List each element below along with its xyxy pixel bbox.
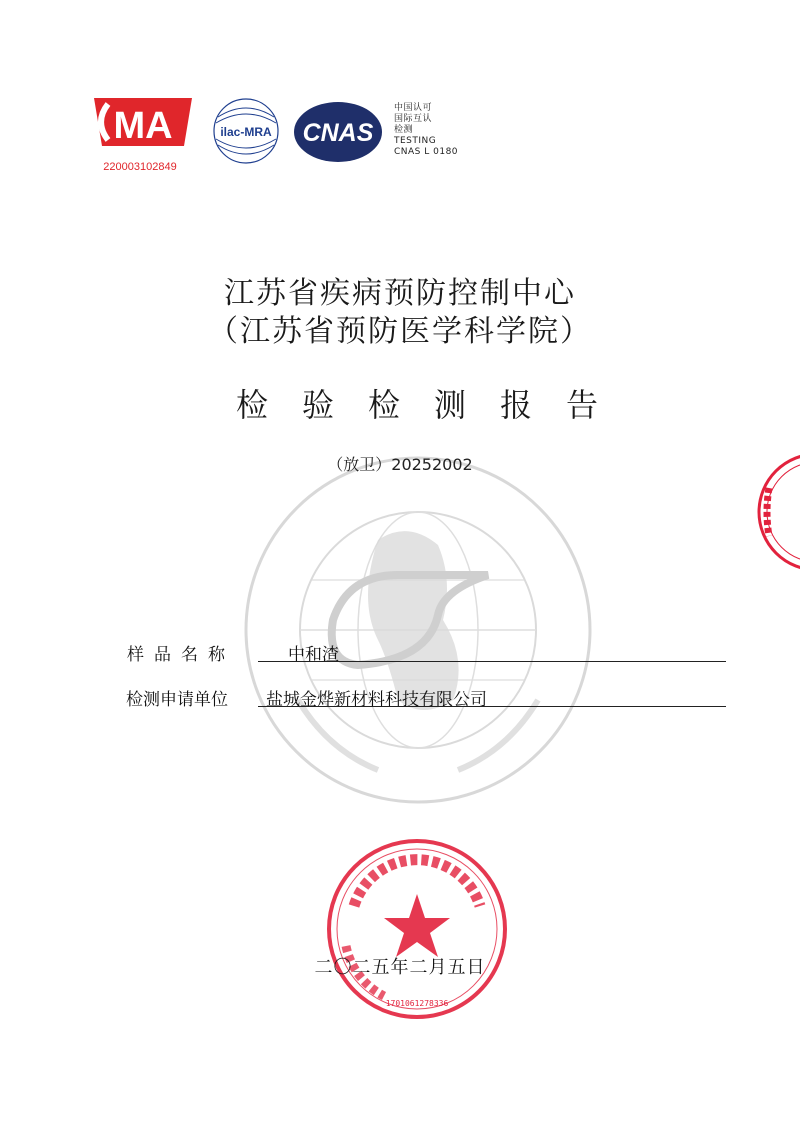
seal-serial: 1701061278336 bbox=[385, 999, 449, 1008]
cert-line-5: CNAS L 0180 bbox=[394, 147, 459, 157]
organization-name: 江苏省疾病预防控制中心 bbox=[224, 276, 576, 311]
applicant-label: 检测申请单位 bbox=[126, 690, 228, 710]
cnas-logo bbox=[292, 100, 384, 164]
cma-number: 220003102849 bbox=[103, 161, 177, 173]
ilac-mark: ilac-MRA bbox=[220, 125, 272, 139]
side-seal bbox=[755, 448, 800, 578]
cert-line-1: 中国认可 bbox=[394, 103, 433, 113]
issue-date: 二〇二五年二月五日 bbox=[314, 957, 486, 978]
report-title: 检验检测报告 bbox=[235, 386, 632, 424]
cma-logo bbox=[88, 88, 198, 178]
organization-alt-name: （江苏省预防医学科学院） bbox=[208, 314, 592, 349]
cnas-mark: CNAS bbox=[302, 119, 374, 147]
applicant-underline bbox=[258, 706, 726, 707]
sample-name-label: 样品名称 bbox=[127, 645, 235, 665]
official-seal bbox=[324, 836, 510, 1022]
report-number: （放卫）20252002 bbox=[327, 455, 473, 474]
applicant-value: 盐城金烨新材料科技有限公司 bbox=[266, 690, 487, 710]
sample-name-value: 中和渣 bbox=[288, 645, 339, 665]
cdc-emblem-watermark bbox=[238, 450, 598, 810]
certification-text bbox=[394, 103, 458, 158]
ilac-mra-logo bbox=[204, 95, 288, 167]
svg-text:MA: MA bbox=[113, 105, 173, 147]
sample-name-underline bbox=[258, 661, 726, 662]
cert-line-3: 检测 bbox=[394, 125, 414, 135]
cert-line-2: 国际互认 bbox=[394, 114, 433, 124]
cert-line-4: TESTING bbox=[394, 136, 437, 146]
